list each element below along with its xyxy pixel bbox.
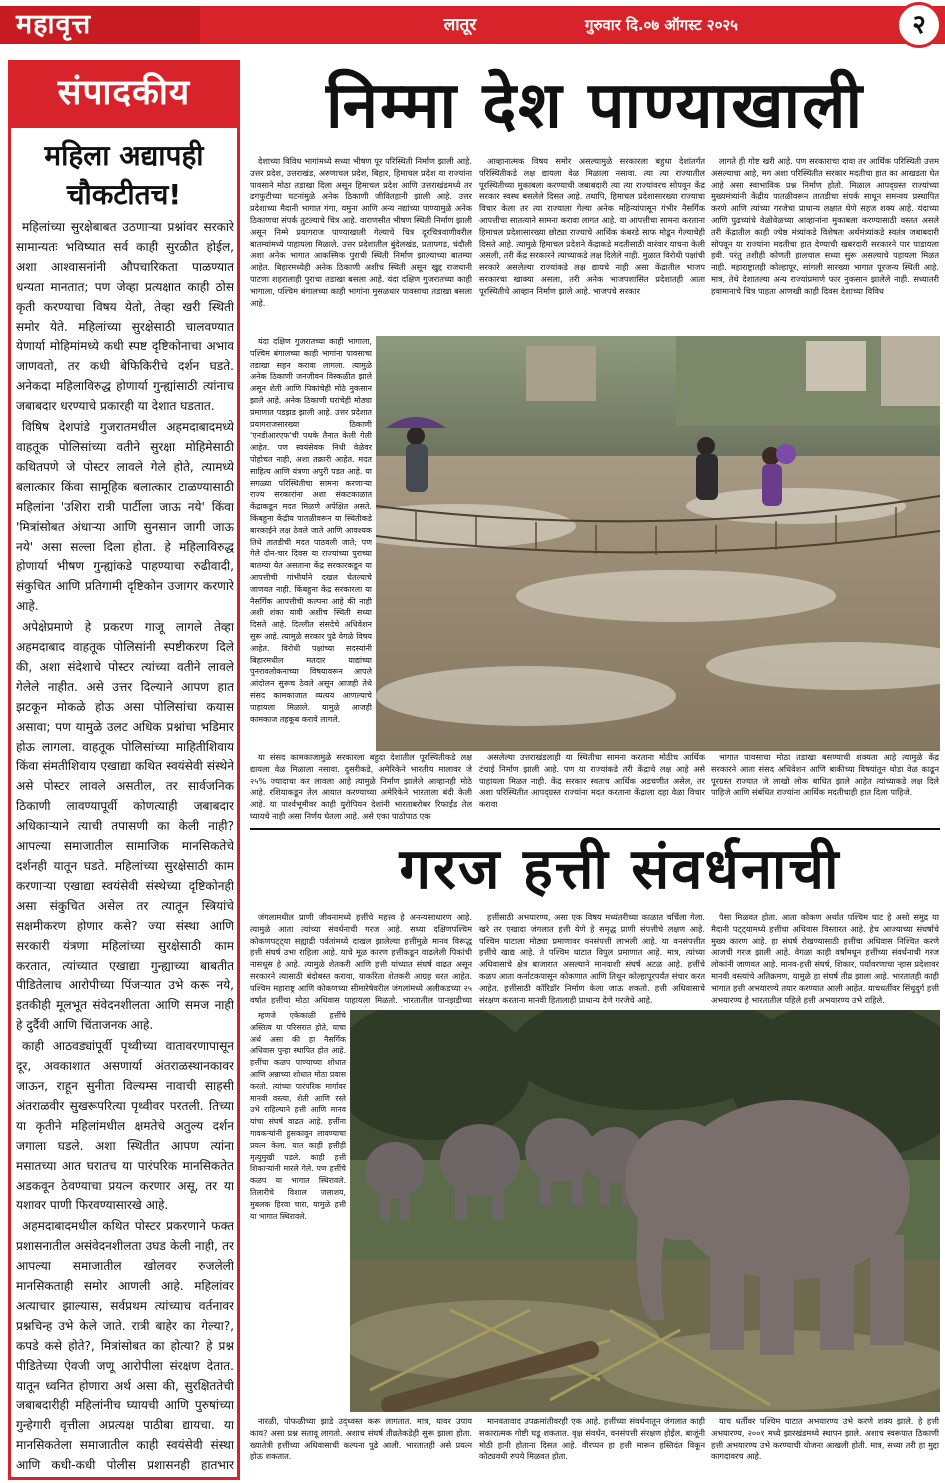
story2-text: जंगलामधील प्राणी जीवनामध्ये हत्तींचे महत्त्व हे अनन्यसाधारण आहे. त्यामुळे आता त्यांच्या संवर्धनाची गरज आहे. सध्या दक्षिणपश्चिम कोकणपट्ट्या सह्याद्री पर्वतांमध्ये दाखल झालेल्या हत्तींमुळे मानव विरूद्ध हत्ती संघर्ष उभा राहिला आहे. याचे मूळ कारण हत्तींकडून वाढलेली पिकांची नासधूस हे आहे. त्यामुळे शेतकरी आणि हत्ती यांच्यात संघर्ष वाढत असून सरकारने त्यासाठी बंदोबस्त करावा, याकरिता शेतकरी आग्रह धरत आहेत. पश्चिम महाराष्ट्र आणि कोकणच्या सीमारेषेवरील जंगलांमध्ये अलीकडच्या २५ वर्षात हत्तींचा मोठा अधिवास पाहायला मिळतो. भारतातील पानझडीच्या <box>250 912 472 1005</box>
story2-text: नारळी, पोफळीच्या झाडे उद्ध्वस्त करू लागतात. मात्र, यावर उपाय काय? असा प्रश्न सतावू लागतो. अशाच संघर्ष तीव्रतेकडेही सुरू झाला होता. ख्यातेत्री हत्तींच्या अधिवासाची कल्पना पुढे आली. भारतातही असे प्रयत्न होऊ शकतात. <box>250 1416 472 1462</box>
story1-column-4 <box>711 156 939 334</box>
issue-date: गुरुवार दि.०७ ऑगस्ट २०२५ <box>585 16 738 34</box>
story1-headline: निम्मा देश पाण्याखाली <box>325 69 865 143</box>
newspaper-brand: महावृत्त <box>0 6 200 44</box>
story2-column-2 <box>479 912 705 1007</box>
story2-column-3 <box>711 912 939 1007</box>
flood-photo-illustration <box>376 336 940 751</box>
edition-city: लातूर <box>443 15 477 35</box>
editorial-body <box>16 218 234 1473</box>
story1-column-1 <box>250 156 472 334</box>
story1-text: असलेल्या उत्तराखंडलाही या स्थितीचा सामना करताना मोठीच आर्थिक टंचाई निर्माण झाली आहे. पण या राज्यांकडे तरी केंद्राचे लक्ष आहे असे पाहायला मिळत नाही. केंद्र सरकार स्वतःच आर्थिक अडचणीत असेल, तर अशा परिस्थितीत आपद्ग्रस्त राज्यांना मदत करताना केंद्राला दहा वेळा विचार करावा <box>479 752 705 810</box>
editorial-paragraph: अपेक्षेप्रमाणे हे प्रकरण गाजू लागले तेव्हा अहमदाबाद वाहतूक पोलिसांनी स्पष्टीकरण दिले की, अशा संदेशाचे पोस्टर त्यांच्या वतीने लावले गेलेले नाहीत. असे उत्तर दिल्याने आपण हात झटकून मोकळे होऊ असा पोलिसांचा कयास असावा; पण यामुळे उलट अधिक प्रश्नांचा भडिमार होऊ लागला. वाहतूक पोलिसांच्या माहितीशिवाय किंवा संमतीशिवाय एखाद्या कथित स्वयंसेवी संस्थेने असे पोस्टर लावले असतील, तर सार्वजनिक ठिकाणी लावण्यापूर्वी कोणत्याही जबाबदार अधिकाऱ्याने त्याची तपासणी का केली नाही? आपल्या समाजातील सामाजिक मानसिकतेचे दर्शनही यातून घडते. महिलांच्या सुरक्षेसाठी काम करणाऱ्या एखाद्या स्वयंसेवी संस्थेच्या दृष्टिकोनही असा संकुचित असेल तर त्यातून स्त्रियांचे सक्षमीकरण होणार कसे? ज्या संस्था आणि सरकारी यंत्रणा महिलांच्या सुरक्षेसाठी काम करतात, त्यांच्यात एखाद्या गुन्ह्याच्या बाबतीत पीडितेलाच आरोपीच्या पिंजऱ्यात उभे करू नये, इतकीही मूलभूत संवेदनशीलता आणि समज नाही हे दुर्दैवी आणि चिंताजनक आहे. <box>16 620 234 1033</box>
story1-bottom-2 <box>479 752 705 824</box>
story2-text: हत्तींसाठी अभयारण्य, असा एक विषय मध्यंतरीच्या काळात चर्चिला गेला. खरे तर एखादा जंगलात हत्ती येणे हे समृद्ध प्राणी संपत्तीचे लक्षण आहे. पश्चिम घाटाला मोठ्या प्रमाणावर वनसंपत्ती लाभली आहे. या वनसंपत्तीत हत्तींचे खाद्य आहे. ते पश्चिम घाटात विपुल प्रमाणात आहे. मात्र, त्यांच्या अधिवासाचे क्षेत्र बाजारात असल्याने मानवाशी संघर्ष अटळ आहे. हत्तींचे कळप आता कर्नाटकपासून कोकणात आणि तिथून कोल्हापूरपर्यंत संचार करत आहेत. हत्तींसाठी कॉरिडॉर निर्माण केला जाऊ शकतो. हत्ती अधिवासाचे संरक्षण करताना मानवी हितालाही प्राधान्य देणे गरजेचे आहे. <box>479 912 705 1005</box>
story2-text: म्हणजे एकेकाळी हत्तींचे अस्तित्व या परिसरात होते, याचा अर्थ असा की हा नैसर्गिक अधिवास पुन्हा स्थापित होत आहे. हत्तींचा कळप पाण्याच्या शोधात आणि अन्नाच्या शोधात मोठा प्रवास करतो. त्यांच्या पारंपरिक मार्गावर मानवी वस्त्या, शेती आणि रस्ते उभे राहिल्याने हत्ती आणि मानव यांचा संघर्ष वाढत आहे. हत्तींना गावकऱ्यांनी हुसकावून लावण्याचा प्रयत्न केला. यात काही हत्तीही मृत्युमुखी पडले. काही हत्ती शिकाऱ्यांनी मारले गेले. पण हत्तींचे कळप या भागात स्थिरावले. तिलारीचे विशाल जलाशय, मुबलक हिरवा चारा, यामुळे हत्ती या भागात स्थिरावले. <box>250 1011 346 1221</box>
story1-bottom-3 <box>711 752 939 824</box>
story2-text: याच धर्तीवर पश्चिम घाटात अभयारण्य उभे करणे शक्य झाले. हे हत्ती अभयारण्य, २००१ मध्ये झारखंडमध्ये स्थापन झाले. अशाच स्वरूपात ठिकाणी हत्ती अभयारण्य उभे करण्याची योजना आखली होती. मात्र, सध्या तरी हा मुद्दा कागदावरच आहे. <box>711 1416 939 1462</box>
editorial-paragraph: काही आठवड्यांपूर्वी पृथ्वीच्या वातावरणापासून दूर, अवकाशात असणार्या अंतराळस्थानकावर जाऊन, राहून सुनीता विल्यम्स नावाची साहसी अंतराळवीर सुखरूपरित्या पृथ्वीवर परतली. तिच्या या कृतीने महिलांमधील क्षमतेचे अतुल्य दर्शन जगाला घडले. अशा स्थितीत आपण त्यांना मसातच्या आत घरातच या पारंपरिक मानसिकतेत अडकवून ठेवण्याचा प्रयत्न करणार असू, तर या यशावर पाणी फिरवण्यासारखे आहे. <box>16 1039 234 1213</box>
editorial-headline <box>14 136 234 216</box>
editorial-section-title: संपादकीय <box>8 60 240 128</box>
story2-bottom-2 <box>479 1416 705 1478</box>
story1-text: आव्हानात्मक विषय समोर असल्यामुळे सरकारला बहुधा देशांतर्गत परिस्थितीकडे लक्ष द्यायला वेळ मिळाला नसावा. त्या त्या राज्यातील पूरस्थितीच्या मुकाबला करण्याची जबाबदारी त्या त्या राज्यांवरच सोपवून केंद्र सरकार स्वस्थ बसलेले दिसत आहे. तथापि, हिमाचल प्रदेशासारख्या राज्याचा विचार केला तर त्या राज्याला गेल्या अनेक महिन्यांपासून गंभीर नैसर्गिक आपत्तीचा सातत्याने सामना करावा लागत आहे. या आपत्तीचा सामना करताना हिमाचल प्रदेशासारख्या छोट्या राज्याचे आर्थिक कंबरडे साफ मोडून गेल्याचेही दिसते आहे. त्यामुळे हिमाचल प्रदेशने केंद्राकडे मदतीसाठी वारंवार याचना केली असली, तरी केंद्र सरकारने त्याच्याकडे लक्ष दिलेले नाही. मुळात विरोधी पक्षांची सरकारे असलेल्या राज्यांकडे लक्ष द्यायचे नाही असा केंद्रातील भाजप सरकारचा खाक्या असला, तरी अनेक भाजपशासित प्रदेशातही आता पूरस्थितीचे आव्हान निर्माण झाले आहे. भाजपचे सरकार <box>479 156 705 296</box>
story1-column-3 <box>479 156 705 334</box>
editorial-paragraph: अहमदाबादमधील कथित पोस्टर प्रकरणाने फक्त प्रशासनातील असंवेदनशीलता उघड केली नाही, तर आपल्या समाजातील खोलवर रुजलेली मानसिकताही समोर आणली आहे. महिलांवर अत्याचार झाल्यास, सर्वप्रथम त्यांच्याच वर्तनावर प्रश्नचिन्ह उभे केले जाते. रात्री बाहेर का गेल्या?, कपडे कसे होते?, मित्रांसोबत का होत्या? हे प्रश्न पीडितेच्या ऐवजी जणू आरोपीला संरक्षण देतात. यातून ध्वनित होणारा अर्थ असा की, सुरक्षिततेची जबाबदारीही महिलांनीच घ्यायची आणि पुरुषांच्या गुन्हेगारी वृत्तीला अप्रत्यक्ष पाठीबा द्यायचा. या मानसिकतेला समाजातील काही स्वयंसेवी संस्था आणि कधी-कधी पोलीस प्रशासनही हातभार <box>16 1219 234 1473</box>
editorial-paragraph: विषिष देशपांडे गुजरातमधील अहमदाबादमध्ये वाहतूक पोलिसांच्या वतीने सुरक्षा मोहिमेसाठी कथितपणे जे पोस्टर लावले गेले होते, त्यामध्ये बलात्कार किंवा सामूहिक बलात्कार टाळण्यासाठी महिलांना 'उशिरा रात्री पार्टीला जाऊ नये' किंवा 'मित्रांसोबत अंधाऱ्या आणि सुनसान जागी जाऊ नये' असा सल्ला दिला होता. हे महिलाविरुद्ध होणार्या भीषण गुन्ह्यांकडे पाहण्याचा रुढीवादी, संकुचित आणि प्रतिगामी दृष्टिकोन उजागर करणारे आहे. <box>16 420 234 614</box>
editorial-headline-line1: महिला अद्यापही <box>44 139 204 172</box>
masthead <box>0 0 945 50</box>
story1-text: लागते ही गोष्ट खरी आहे. पण सरकाराचा दावा तर आर्थिक परिस्थिती उत्तम असल्याचा आहे, मग अशा परिस्थितीत सरकार मदतीचा हात का आखडता घेत आहे असा स्वाभाविक प्रश्न निर्माण होतो. मिळाल आपद्ग्रस्त राज्यांच्या मुख्यमंत्र्यांनी केंद्रीय पातळीवरून तातडीचा संपर्क साधून समन्वय प्रस्थापित करणे आणि त्यांच्या गरजेचा प्राधान्य लक्षात घेणे सहज शक्य आहे. यंदाच्या आणि पुढच्यांचे वेळोवेळच्या आव्हानांना मुकाबला करण्यासाठी वस्तत असले तरी केंद्रातील काही ज्येष्ठ मंत्र्यांकडे विशेषतः अर्थमंत्र्यांकडे स्वतंत्र जबाबदारी सोपवून या राज्यांना मदतीचा हात देण्याची खबरदारी सरकारने पार पाडायला हवी. परंतु तशीही कोणती हालचाल सध्या सुरू असल्याचे पहायला मिळत नाही. महाराष्ट्रातही कोल्हापूर, सांगली सारख्या भागात पूरजन्य स्थिती आहे. मात्र, तेथे देशातल्या अन्य राज्यांप्रमाणे फार नुकसान झालेले नाही. सध्यातरी हवामानाचे चित्र पाहता आणखी काही दिवस देशाच्या विविध <box>711 156 939 296</box>
story2-headline: गरज हत्ती संवर्धनाची <box>399 837 841 902</box>
story1-bottom-1 <box>250 752 472 824</box>
story2-text: पैसा मिळवत होता. आता कोकण अर्थात पश्चिम घाट हे असो समुद्र या मैदानी पट्ट्यामध्ये हत्तींचा अधिवास विस्तारत आहे. हेच आज्याच्या संघर्षाचे मुख्य कारण आहे. हा संघर्ष रोखण्यासाठी हत्तींचा अधिवास निश्चित करणे आजची गरज झाली आहे. वेगळा काही वर्षांमधून हत्तींच्या संवर्धनाची गरज लोकांनी जाणवत आहे. मानव-हत्ती संघर्ष, शिकार, पर्यावरणाचा ऱ्हास प्रदेशावर मानवी वस्त्यांचे अतिक्रमण, यामुळे हा संघर्ष तीव्र झाला आहे. भारतातही काही भागात हत्ती अभयारण्ये तयार करण्यात आली आहेत. याचधर्तीवर सिंधुदुर्ग हत्ती अभयारण्य हे भारतातील पहिले हत्ती अभयारण्य उभे राहिले. <box>711 912 939 1005</box>
elephants-photo <box>350 1010 940 1412</box>
story2-column-1 <box>250 912 472 1007</box>
story2-text: मानवतावाद उपक्रमांतीवरही एक आहे. हत्तींच्या संवर्धनातून जंगलात काही सकारात्मक गोष्टी घडू शकतात. वृक्ष संवर्धन, वनसंपत्ती संरक्षण होईल. बाजूंनी मोठी हानी होताना दिसत आहे. वीरप्पन हा हत्ती मारून हस्तिदंत विकून कोट्यवधी रुपये मिळवत होता. <box>479 1416 705 1462</box>
flood-bridge-photo <box>376 336 940 751</box>
story1-text: यंदा दक्षिण गुजरातच्या काही भागाला, पश्चिम बंगालच्या काही भागांना पावसाचा तडाखा सहन करावा लागला. त्यामुळे अनेक ठिकाणी जनजीवन विस्कळीत झाले असून शेती आणि पिकांचेही मोठे नुकसान झाले आहे. अनेक ठिकाणी घरांचेही मोठ्या प्रमाणात पडझड झाली आहे. उत्तर प्रदेशात प्रयागराजसारख्या ठिकाणी 'एनडीआरएफ'ची पथके तैनात केली गेली आहेत. पण स्वयंसेवक निधी वेळेवर पोहोचत नाही, अशा तक्रारी आहेत. मदत साहित्य आणि यंत्रणा अपुरी पडत आहे. या सगळ्या परिस्थितीचा सामना करणाऱ्या राज्य सरकारांना अशा संकटकाळात केंद्राकडून मदत मिळणे अपेक्षित असते. किंबहुना केंद्रीय पातळीवरून या स्थितीकडे बारकाईने लक्ष ठेवले जाते आणि आवश्यक तिथे तातडीची मदत पाठवली जाते; पण गेले दोन-चार दिवस या राज्यांच्या पुराच्या बातम्या येत असताना केंद्र सरकारकडून या आपत्तीची गांभीर्याने दखल घेतल्याचे जाणवत नाही. किंबहुना केंद्र सरकारला या नैसर्गिक आपत्तीची कल्पना आहे की नाही अशी शंका यावी अशीच स्थिती सध्या दिसते आहे. दिल्लीत संसदेचे अधिवेशन सुरू आहे. त्यामुळे सरकार पुढे वेगळे विषय आहेत. विरोधी पक्षांच्या सदस्यांनी बिहारमधील मतदार याद्यांच्या पुनरावलोकनाच्या विषयावरून आपले आंदोलन सुरूच ठेवले असून आजही तेथे संसद कामकाजात व्यत्यय आणल्याचे पाहायला मिळाले. यामुळे आजही कामकाज तहकूब करावे लागले. <box>250 337 372 724</box>
editorial-paragraph: महिलांच्या सुरक्षेबाबत उठणाऱ्या प्रश्नांवर सरकारे सामान्यतः भविष्यात सर्व काही सुरळीत होईल, अशा आश्वासनांनी औपचारिकता पाळण्यात धन्यता मानतात; पण जेव्हा प्रत्यक्षात काही ठोस कृती करण्याचा विषय येतो, तेव्हा खरी स्थिती समोर येते. महिलांच्या सुरक्षेसाठी चालवण्यात येणार्या मोहिमांमध्ये कधी स्पष्ट दृष्टिकोनाचा अभाव जाणवतो, तर कधी बेफिकिरीचे दर्शन घडते. अनेकदा महिलाविरुद्ध होणार्या गुन्ह्यांसाठी त्यांनाच जबाबदार धरण्याचे प्रकारही या देशात घडतात. <box>16 220 234 414</box>
story1-text: या संसद कामकाजामुळे सरकारला बहुदा देशातील पूरस्थितीकडे लक्ष द्यायला वेळ मिळाला नसावा. दुसरीकडे, अमेरिकेने भारतीय मालावर जे २५% ज्यादाचा कर लावला आहे त्यामुळे निर्माण झालेले आव्हानही मोठे आहे. रशियाकडून तेल आयात करण्याच्या अमेरिकेने भारताला बंदी केली आहे. या पार्श्वभूमीवर काही युरोपियन देशांनी भारताबरोबर रिफाईंड तेल घ्यायचे नाही असा निर्णय घेतला आहे. असे एका पाठोपाठ एक <box>250 752 472 821</box>
story1-text: देशाच्या विविध भागांमध्ये सध्या भीषण पूर परिस्थिती निर्माण झाली आहे. उत्तर प्रदेश, उत्तराखंड, अरुणाचल प्रदेश, बिहार, हिमाचल प्रदेश या राज्यांना पावसाने मोठा तडाखा दिला असून हिमाचल प्रदेश आणि उत्तराखंडमध्ये तर ढगफुटीच्या घटनांमुळे अनेक ठिकाणी जीवितहानी झाली आहे. उत्तर प्रदेशाच्या मैदानी भागात गंगा, यमुना आणि अन्य नद्यांच्या पाण्यामुळे अनेक ठिकाणचा संपर्क तुटल्याचे चित्र आहे. वाराणसीत भीषण स्थिती निर्माण झाली असून निम्मे प्रयागराज पाण्याखाली गेल्याचे चित्र दूरचित्रवाणीवरील बातम्यांमध्ये पाहायला मिळाले. उत्तर प्रदेशातील बुंदेलखंड, प्रतापगड, चंदौली अशा अनेक भागात आकस्मिक पुराची स्थिती निर्माण झाल्याच्या बातम्या आहेत. बिहारमध्येही अनेक ठिकाणी अशीच स्थिती असून खुद्द राजधानी पाटणा शहरालाही पुराचा तडाखा बसला आहे. यंदा दक्षिण गुजरातच्या काही भागाला, पश्चिम बंगालच्या काही भागांना मुसळधार पावसाचा तडाखा बसला आहे. <box>250 156 472 308</box>
page-number: २ <box>896 2 942 48</box>
editorial-headline-line2: चौकटीतच! <box>66 178 182 211</box>
story2-bottom-1 <box>250 1416 472 1478</box>
story1-text: भागात पावसाचा मोठा तडाखा बसण्याची शक्यता आहे त्यामुळे केंद्र सरकारने आता संसद अधिवेशन आणि बाकीच्या विषयांतून थोडा वेळ काढून पूरग्रस्त राज्यात जे लाखो लोक बाधित झाले आहेत त्यांच्याकडे लक्ष दिले पाहिजे आणि संबंधित राज्यांना आर्थिक मदतीचाही हात दिला पाहिजे. <box>711 752 939 798</box>
story2-side-column <box>250 1010 346 1412</box>
elephants-photo-illustration <box>350 1010 940 1412</box>
story1-column-2 <box>250 336 372 751</box>
story2-bottom-3 <box>711 1416 939 1478</box>
